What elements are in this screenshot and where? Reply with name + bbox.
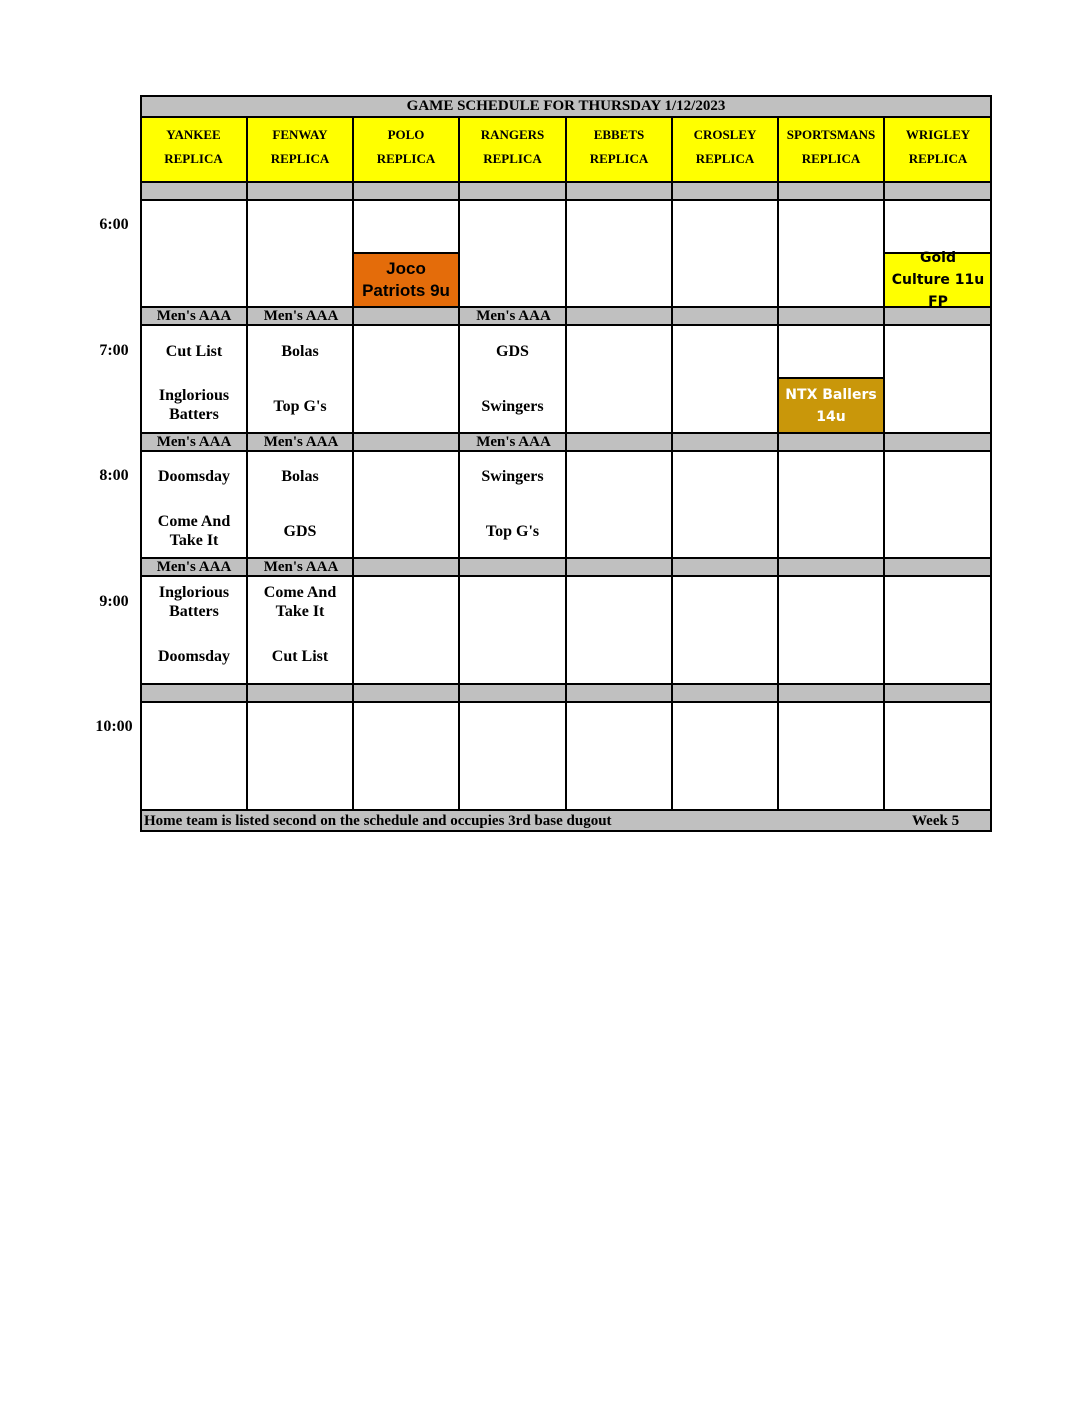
division-label: Men's AAA xyxy=(156,434,232,450)
game-away-team: Bolas xyxy=(281,468,319,485)
time-label-9: 9:00 xyxy=(99,593,129,610)
time-label-7: 7:00 xyxy=(99,342,129,359)
division-label: Men's AAA xyxy=(156,308,232,324)
game-home-team: Cut List xyxy=(271,648,329,665)
division-label: Men's AAA xyxy=(263,308,339,324)
game-away-team: Swingers xyxy=(481,468,544,485)
field-name: CROSLEY xyxy=(693,127,757,142)
field-name: YANKEE xyxy=(166,127,221,142)
division-label: Men's AAA xyxy=(263,559,339,575)
time-label-10: 10:00 xyxy=(95,718,133,735)
field-name: FENWAY xyxy=(272,127,328,142)
field-sub: REPLICA xyxy=(376,151,436,166)
game-home-team: Doomsday xyxy=(157,648,230,665)
field-sub: REPLICA xyxy=(801,151,861,166)
game-home-team: Top G's xyxy=(485,523,540,540)
game-home-team: Come And Take It xyxy=(157,513,231,549)
game-home-team: Top G's xyxy=(273,398,327,415)
field-name: RANGERS xyxy=(480,127,545,142)
field-sub: REPLICA xyxy=(589,151,649,166)
time-label-6: 6:00 xyxy=(99,216,129,233)
field-sub: REPLICA xyxy=(908,151,968,166)
footer-note: Home team is listed second on the schedule and occupies 3rd base dugout xyxy=(144,813,612,829)
game-home-team: Inglorious Batters xyxy=(158,387,230,423)
schedule-frame xyxy=(140,95,992,832)
game-away-team: Cut List xyxy=(165,343,223,360)
division-label: Men's AAA xyxy=(263,434,339,450)
rental-label: Joco Patriots 9u xyxy=(362,259,450,300)
field-sub: REPLICA xyxy=(695,151,755,166)
field-sub: REPLICA xyxy=(483,151,542,166)
game-away-team: Come And Take It xyxy=(263,584,337,620)
division-label: Men's AAA xyxy=(476,434,551,450)
rental-label: Gold Culture 11u FP xyxy=(891,250,985,310)
schedule-title: GAME SCHEDULE FOR THURSDAY 1/12/2023 xyxy=(141,96,991,118)
game-home-team: Swingers xyxy=(481,398,544,415)
game-away-team: GDS xyxy=(496,343,529,360)
field-sub: REPLICA xyxy=(164,151,223,166)
field-name: WRIGLEY xyxy=(905,127,971,142)
rental-label: NTX Ballers 14u xyxy=(785,386,877,425)
game-home-team: GDS xyxy=(283,523,317,540)
game-away-team: Doomsday xyxy=(157,468,230,485)
field-name: SPORTSMANS xyxy=(786,127,876,142)
division-label: Men's AAA xyxy=(476,308,551,324)
division-label: Men's AAA xyxy=(156,559,232,575)
field-name: EBBETS xyxy=(593,127,645,142)
week-label: Week 5 xyxy=(912,813,960,829)
time-label-8: 8:00 xyxy=(99,467,129,484)
game-away-team: Inglorious Batters xyxy=(158,584,230,620)
field-sub: REPLICA xyxy=(270,151,330,166)
field-name: POLO xyxy=(387,127,425,142)
game-away-team: Bolas xyxy=(281,343,319,360)
